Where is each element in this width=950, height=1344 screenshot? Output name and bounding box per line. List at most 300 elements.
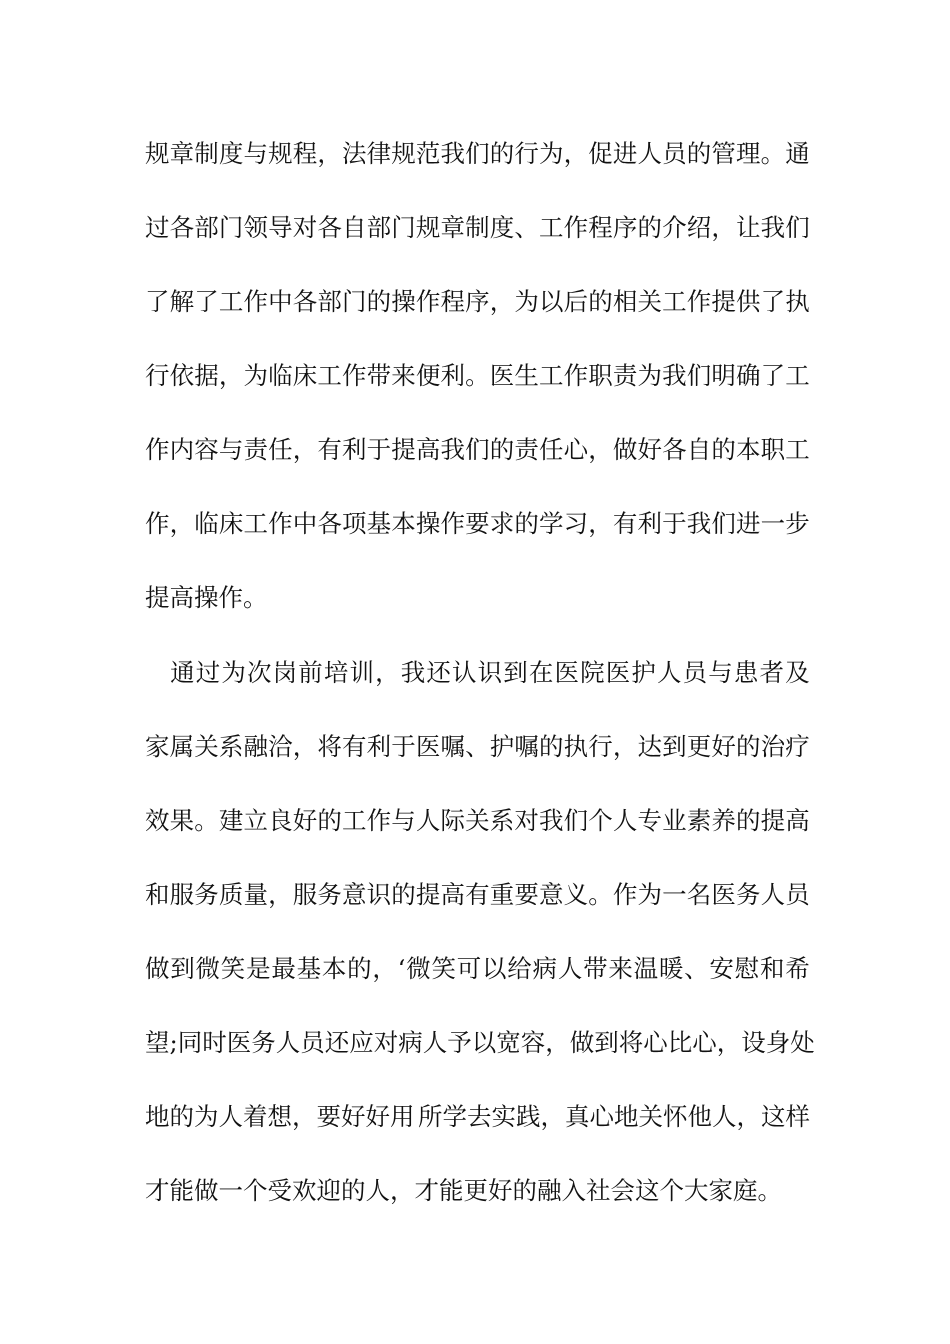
paragraph-line xyxy=(145,784,810,858)
text-char: 程 xyxy=(588,213,613,242)
text-char: 重 xyxy=(489,880,515,909)
text-char: 序 xyxy=(612,213,638,242)
text-char: 绍 xyxy=(686,213,712,242)
text-char: 做 xyxy=(612,435,638,464)
text-char: 内 xyxy=(169,435,195,464)
text-char: 到 xyxy=(170,954,195,983)
text-char: 部 xyxy=(194,213,219,242)
text-char: 护 xyxy=(489,732,515,761)
text-char: 庭 xyxy=(733,1176,758,1205)
paragraph-line xyxy=(145,117,810,191)
text-char: 到 xyxy=(662,732,687,761)
text-char: 次 xyxy=(247,658,272,687)
text-char: 我 xyxy=(440,139,465,168)
text-char: 了 xyxy=(194,287,219,316)
text-char: 明 xyxy=(711,361,736,390)
text-char: 操 xyxy=(391,287,416,316)
text-char: 床 xyxy=(218,509,244,538)
text-char: 执 xyxy=(785,287,810,316)
text-char: 的 xyxy=(736,806,761,835)
text-char: 学 xyxy=(539,509,564,538)
text-char: 这 xyxy=(761,1102,786,1131)
text-char: 做 xyxy=(569,1028,595,1057)
text-char: 制 xyxy=(465,213,490,242)
text-char: 更 xyxy=(686,732,712,761)
text-char: 作 xyxy=(342,361,367,390)
text-char: 的 xyxy=(637,213,662,242)
text-char: 工 xyxy=(243,509,268,538)
text-char: 同 xyxy=(177,1028,203,1057)
text-char: 院 xyxy=(580,658,605,687)
text-char: 做 xyxy=(145,954,170,983)
text-char: 地 xyxy=(614,1102,639,1131)
text-char: 个 xyxy=(588,806,613,835)
text-char: 以 xyxy=(471,1028,497,1057)
text-char: 我 xyxy=(539,806,564,835)
text-char: 、 xyxy=(684,954,709,983)
text-char: 大 xyxy=(684,1176,709,1205)
text-char: 本 xyxy=(736,435,761,464)
text-char: 学 xyxy=(442,1102,467,1131)
text-char: ， xyxy=(218,361,244,390)
text-char: 用 xyxy=(390,1102,415,1131)
text-char: 们 xyxy=(686,361,712,390)
text-char: 一 xyxy=(760,509,786,538)
text-char: 专 xyxy=(637,806,662,835)
text-char: 我 xyxy=(760,213,786,242)
text-char: 为 xyxy=(243,361,268,390)
text-char: 地 xyxy=(145,1102,170,1131)
text-char: 践 xyxy=(516,1102,541,1131)
text-char: 融 xyxy=(243,732,268,761)
paragraph-line xyxy=(145,413,810,487)
paragraph-line xyxy=(145,339,810,413)
text-char: 员 xyxy=(682,658,708,687)
text-char: 律 xyxy=(366,139,392,168)
text-char: 作 xyxy=(268,509,293,538)
text-char: 义 xyxy=(563,880,589,909)
text-char: 。 xyxy=(465,361,490,390)
text-char: 想 xyxy=(267,1102,292,1131)
text-char: 予 xyxy=(447,1028,472,1057)
text-char: 质 xyxy=(218,880,244,909)
text-char: 及 xyxy=(785,658,810,687)
text-char: 嘱 xyxy=(514,732,539,761)
text-char: 的 xyxy=(391,880,416,909)
text-char: 温 xyxy=(633,954,659,983)
text-char: 意 xyxy=(539,880,564,909)
text-char: 要 xyxy=(514,880,539,909)
text-char: 的 xyxy=(588,287,613,316)
text-char: ‘ xyxy=(397,954,406,983)
text-char: ， xyxy=(390,1176,415,1205)
text-char: 自 xyxy=(686,435,712,464)
text-char: 人 xyxy=(218,1102,243,1131)
text-char: 所 xyxy=(418,1102,443,1131)
text-char: 识 xyxy=(477,658,503,687)
paragraph-2 xyxy=(145,636,815,1228)
text-char: 还 xyxy=(426,658,451,687)
text-char: 序 xyxy=(465,287,490,316)
text-char: 的 xyxy=(317,806,342,835)
text-char: 慰 xyxy=(734,954,760,983)
text-char: 员 xyxy=(785,880,810,909)
text-char: 我 xyxy=(440,435,465,464)
text-char: 受 xyxy=(267,1176,292,1205)
text-char: 建 xyxy=(218,806,244,835)
text-char: 对 xyxy=(292,213,318,242)
text-char: 前 xyxy=(298,658,323,687)
text-char: 真 xyxy=(565,1102,590,1131)
text-char: 医 xyxy=(226,1028,252,1057)
text-char: 来 xyxy=(391,361,416,390)
text-char: 。 xyxy=(194,806,219,835)
text-char: 人 xyxy=(760,880,786,909)
text-char: 的 xyxy=(686,139,712,168)
text-char: 人 xyxy=(612,806,638,835)
text-char: 才 xyxy=(145,1176,170,1205)
text-char: 高 xyxy=(785,806,810,835)
paragraph-line xyxy=(145,932,810,1006)
text-char: 实 xyxy=(491,1102,516,1131)
text-char: ， xyxy=(563,139,589,168)
text-char: 为 xyxy=(514,287,539,316)
text-char: 职 xyxy=(760,435,786,464)
text-char: 作 xyxy=(243,287,268,316)
text-char: 务 xyxy=(736,880,761,909)
text-char: 规 xyxy=(415,213,441,242)
text-char: 各 xyxy=(169,213,195,242)
text-char: 的 xyxy=(539,732,564,761)
text-char: 、 xyxy=(465,732,490,761)
text-char: 关 xyxy=(638,1102,663,1131)
text-char: 、 xyxy=(514,213,539,242)
text-char: 自 xyxy=(342,213,367,242)
text-char: 容 xyxy=(194,435,219,464)
text-char: 过 xyxy=(195,658,221,687)
text-char: 心 xyxy=(589,1102,614,1131)
text-char: 这 xyxy=(635,1176,660,1205)
text-char: 微 xyxy=(195,954,221,983)
text-char: 人 xyxy=(557,954,583,983)
text-char: 作 xyxy=(415,287,441,316)
text-char: 身 xyxy=(765,1028,791,1057)
text-char: 基 xyxy=(296,954,322,983)
text-char: 项 xyxy=(342,509,367,538)
text-char: 欢 xyxy=(292,1176,317,1205)
text-char: 任 xyxy=(539,435,564,464)
text-char: 本 xyxy=(321,954,347,983)
text-char: 素 xyxy=(686,806,712,835)
text-char: 患 xyxy=(733,658,759,687)
text-char: 门 xyxy=(218,213,244,242)
text-char: 介 xyxy=(662,213,687,242)
text-char: 人 xyxy=(415,806,441,835)
text-char: 了 xyxy=(760,287,786,316)
text-char: 职 xyxy=(588,361,613,390)
text-char: 供 xyxy=(736,287,761,316)
text-char: 管 xyxy=(711,139,736,168)
text-char: 好 xyxy=(292,806,318,835)
text-char: 的 xyxy=(514,509,539,538)
text-char: 为 xyxy=(194,1102,219,1131)
paragraph-1 xyxy=(145,117,810,635)
paragraph-line xyxy=(145,858,810,932)
text-char: 中 xyxy=(292,509,318,538)
text-char: 工 xyxy=(539,361,564,390)
text-char: 人 xyxy=(275,1028,301,1057)
text-char: 系 xyxy=(489,806,515,835)
text-char: 养 xyxy=(711,806,736,835)
text-char: 人 xyxy=(712,1102,737,1131)
text-char: 病 xyxy=(532,954,558,983)
text-char: 我 xyxy=(662,361,687,390)
text-char: 的 xyxy=(347,954,372,983)
text-char: 希 xyxy=(785,954,810,983)
text-char: 着 xyxy=(243,1102,268,1131)
text-char: 好 xyxy=(711,732,736,761)
text-char: 作 xyxy=(366,806,392,835)
text-char: 为 xyxy=(221,658,246,687)
text-char: ， xyxy=(545,1028,570,1057)
text-char: 章 xyxy=(169,139,195,168)
text-char: 提 xyxy=(145,583,170,612)
text-char: 各 xyxy=(317,509,342,538)
text-char: 作 xyxy=(440,509,465,538)
text-char: 一 xyxy=(662,880,687,909)
text-char: 中 xyxy=(268,287,293,316)
text-char: 行 xyxy=(514,139,539,168)
text-char: 与 xyxy=(391,806,416,835)
text-char: 各 xyxy=(662,435,687,464)
text-char: 门 xyxy=(391,213,416,242)
text-char: ， xyxy=(736,1102,761,1131)
text-char: 的 xyxy=(736,732,761,761)
paragraph-line xyxy=(145,710,810,784)
text-char: ， xyxy=(292,435,318,464)
text-char: 迎 xyxy=(316,1176,341,1205)
text-char: 望 xyxy=(145,1028,170,1057)
text-char: ， xyxy=(372,954,397,983)
indent-space xyxy=(145,636,169,710)
text-char: 有 xyxy=(612,509,638,538)
text-char: 服 xyxy=(169,880,195,909)
text-char: 家 xyxy=(708,1176,733,1205)
text-char: 临 xyxy=(194,509,219,538)
text-char: 高 xyxy=(169,583,194,612)
text-char: 高 xyxy=(415,435,441,464)
text-char: 法 xyxy=(342,139,367,168)
text-char: 我 xyxy=(686,509,712,538)
text-char: 行 xyxy=(145,361,170,390)
text-char: 度 xyxy=(218,139,244,168)
text-char: 步 xyxy=(785,509,810,538)
text-char: 好 xyxy=(637,435,662,464)
text-char: 有 xyxy=(465,880,490,909)
text-char: 工 xyxy=(539,213,564,242)
text-char: 的 xyxy=(489,139,515,168)
text-char: 工 xyxy=(662,287,687,316)
text-char: 疗 xyxy=(785,732,810,761)
text-char: 他 xyxy=(687,1102,712,1131)
text-char: 到 xyxy=(503,658,528,687)
text-char: 做 xyxy=(194,1176,219,1205)
text-char: 各 xyxy=(317,213,342,242)
text-char: 与 xyxy=(243,139,268,168)
text-char: 人 xyxy=(365,1176,390,1205)
text-char: 提 xyxy=(711,287,736,316)
text-char: 关 xyxy=(637,287,662,316)
text-char: 心 xyxy=(692,1028,717,1057)
text-char: 相 xyxy=(612,287,638,316)
text-char: 服 xyxy=(292,880,318,909)
text-char: 对 xyxy=(373,1028,399,1057)
text-char: 和 xyxy=(759,954,785,983)
text-char: 利 xyxy=(366,732,392,761)
text-char: 通 xyxy=(785,139,810,168)
text-char: 的 xyxy=(366,287,392,316)
text-char: ， xyxy=(588,509,613,538)
text-char: 制 xyxy=(194,139,219,168)
text-char: 社 xyxy=(586,1176,611,1205)
text-char: 护 xyxy=(631,658,656,687)
text-char: 笑 xyxy=(220,954,246,983)
paragraph-line xyxy=(145,1154,810,1228)
text-char: ， xyxy=(716,1028,742,1057)
text-char: 际 xyxy=(440,806,465,835)
text-char: 员 xyxy=(300,1028,325,1057)
text-char: 心 xyxy=(643,1028,668,1057)
text-char: 应 xyxy=(349,1028,374,1057)
text-char: 人 xyxy=(637,139,662,168)
text-char: 工 xyxy=(317,361,342,390)
text-char: 了 xyxy=(145,287,170,316)
text-char: 个 xyxy=(243,1176,268,1205)
text-char: 作 xyxy=(563,361,589,390)
text-char: 病 xyxy=(398,1028,423,1057)
text-char: 员 xyxy=(662,139,687,168)
text-char: ， xyxy=(268,880,293,909)
text-char: 作 xyxy=(145,509,170,538)
text-char: 有 xyxy=(342,732,367,761)
text-char: 们 xyxy=(563,806,589,835)
text-char: 后 xyxy=(563,287,589,316)
text-char: ， xyxy=(292,732,318,761)
text-char: 良 xyxy=(268,806,293,835)
paragraph-line xyxy=(145,191,810,265)
text-char: 作 xyxy=(612,880,638,909)
text-char: 的 xyxy=(341,1176,366,1205)
text-char: 个 xyxy=(659,1176,684,1205)
text-char: 规 xyxy=(391,139,416,168)
text-char: 名 xyxy=(686,880,712,909)
text-char: 在 xyxy=(528,658,554,687)
text-char: 以 xyxy=(482,954,507,983)
text-char: 安 xyxy=(709,954,734,983)
text-char: 家 xyxy=(145,732,170,761)
text-char: 章 xyxy=(440,213,465,242)
text-char: 部 xyxy=(366,213,392,242)
text-char: 好 xyxy=(365,1102,390,1131)
paragraph-line xyxy=(145,487,810,561)
text-char: 去 xyxy=(467,1102,492,1131)
text-char: 务 xyxy=(251,1028,276,1057)
text-char: 责 xyxy=(612,361,638,390)
text-char: 意 xyxy=(342,880,367,909)
text-char: 进 xyxy=(736,509,761,538)
text-char: 到 xyxy=(594,1028,619,1057)
text-char: 工 xyxy=(218,287,244,316)
text-char: 微 xyxy=(406,954,431,983)
text-char: 能 xyxy=(439,1176,464,1205)
text-char: 给 xyxy=(507,954,532,983)
text-char: 进 xyxy=(612,139,638,168)
text-char: 提 xyxy=(391,435,416,464)
text-char: 设 xyxy=(741,1028,766,1057)
text-char: 确 xyxy=(736,361,761,390)
text-char: 医 xyxy=(554,658,579,687)
text-char: 责 xyxy=(514,435,539,464)
text-char: 部 xyxy=(317,287,342,316)
text-char: ， xyxy=(540,1102,565,1131)
text-char: 才 xyxy=(414,1176,439,1205)
text-char: 岗 xyxy=(272,658,298,687)
text-char: 入 xyxy=(561,1176,586,1205)
text-char: 促 xyxy=(588,139,613,168)
text-char: 人 xyxy=(422,1028,448,1057)
text-char: 便 xyxy=(415,361,441,390)
text-char: 们 xyxy=(465,139,490,168)
text-char: 最 xyxy=(271,954,296,983)
text-char: 习 xyxy=(563,509,589,538)
text-char: 务 xyxy=(317,880,342,909)
text-char: 的 xyxy=(169,1102,194,1131)
text-char: 提 xyxy=(760,806,786,835)
text-char: 可 xyxy=(456,954,482,983)
text-char: 样 xyxy=(785,1102,810,1131)
text-char: 利 xyxy=(440,361,465,390)
text-char: 要 xyxy=(465,509,490,538)
text-char: 床 xyxy=(292,361,318,390)
text-char: 好 xyxy=(488,1176,513,1205)
text-char: 关 xyxy=(465,806,490,835)
text-char: 工 xyxy=(785,361,810,390)
text-char: 认 xyxy=(452,658,477,687)
text-char: 处 xyxy=(790,1028,815,1057)
text-char: 识 xyxy=(366,880,392,909)
text-char: 时 xyxy=(202,1028,227,1057)
text-char: 领 xyxy=(243,213,268,242)
text-char: 量 xyxy=(243,880,268,909)
text-char: 了 xyxy=(760,361,786,390)
paragraph-line xyxy=(145,1080,810,1154)
text-char: 和 xyxy=(145,880,170,909)
text-char: 更 xyxy=(463,1176,488,1205)
text-char: 将 xyxy=(618,1028,644,1057)
text-char: 治 xyxy=(760,732,786,761)
text-char: 依 xyxy=(169,361,195,390)
text-char: 规 xyxy=(268,139,293,168)
text-char: ， xyxy=(169,509,195,538)
text-char: ， xyxy=(612,732,638,761)
text-char: 怀 xyxy=(663,1102,688,1131)
text-char: 据 xyxy=(194,361,219,390)
text-char: 利 xyxy=(342,435,367,464)
text-char: 的 xyxy=(711,435,736,464)
text-char: 好 xyxy=(341,1102,366,1131)
text-char: ; xyxy=(169,1028,178,1057)
text-char: 提 xyxy=(415,880,441,909)
